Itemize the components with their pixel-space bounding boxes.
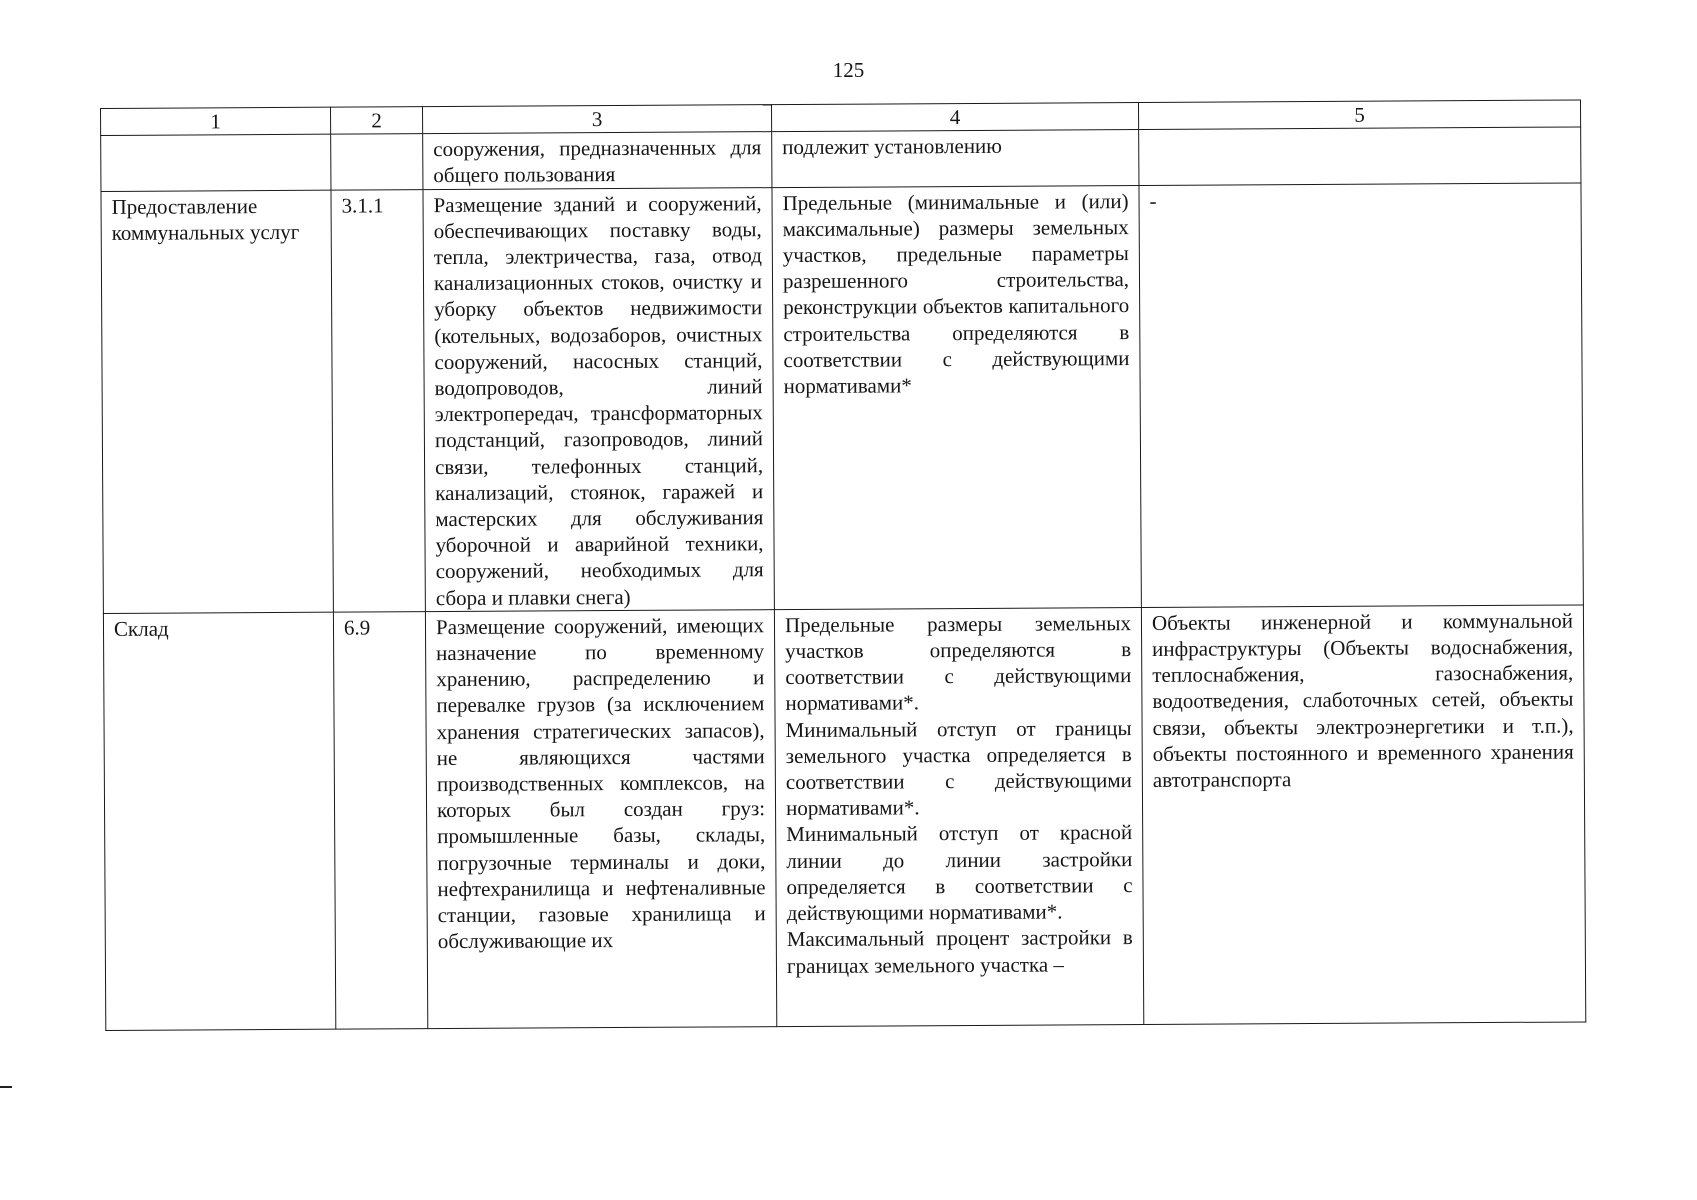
use-type-name-cell: Предоставление коммунальных услуг	[101, 190, 333, 614]
use-type-description-cell	[425, 609, 776, 1028]
use-type-notes-cell: -	[1139, 183, 1583, 608]
parameter-paragraph: Минимальный отступ от границы земельного участка определяется в соответствии с действующими нормативами*.	[785, 715, 1132, 821]
regulations-table	[100, 99, 1586, 1030]
use-type-notes-cell: Объекты инженерной и коммунальной инфраструктуры (Объекты водоснабжения, теплоснабжения, газоснабжения, водоотведения, слаботочных сетей, объекты связи, объекты электроэнергетики и т.п.), объекты постоянного и временного хранения автотранспорта	[1141, 605, 1585, 1025]
column-number-5: 5	[1138, 100, 1580, 130]
column-number-3: 3	[422, 105, 771, 134]
parameter-paragraph: Максимальный процент застройки в границах земельного участка –	[786, 925, 1133, 978]
continuation-notes-cell	[1139, 127, 1581, 185]
page-number: 125	[832, 58, 865, 82]
column-number-1: 1	[101, 107, 331, 136]
parameter-paragraph: Минимальный отступ от красной линии до линии застройки определяется в соответствии с действующими нормативами*.	[786, 820, 1133, 926]
use-type-parameters-cell	[774, 607, 1143, 1026]
continuation-row	[101, 127, 1581, 191]
use-type-code-cell: 6.9	[333, 611, 427, 1029]
table-row	[101, 183, 1583, 614]
continuation-code-cell	[331, 134, 423, 190]
use-type-description-cell: Размещение зданий и сооружений, обеспечивающих поставку воды, тепла, электричества, газа, отвод канализационных стоков, очистку и уборку объектов недвижимости (котельных, водозаборов, очистных сооружений, насосных станций, водопроводов, линий электропередач, трансформаторных подстанций, газопроводов, линий связи, телефонных станций, канализаций, стоянок, гаражей и мастерских для обслуживания уборочной и аварийной техники, сооружений, необходимых для сбора и плавки снега)	[423, 187, 774, 611]
continuation-description-cell: сооружения, предназначенных для общего пользования	[423, 132, 772, 189]
table-row	[103, 605, 1585, 1031]
use-type-name-cell: Склад	[103, 612, 335, 1030]
column-number-2: 2	[330, 107, 422, 135]
continuation-parameters-cell: подлежит установлению	[772, 130, 1139, 188]
use-type-code-cell: 3.1.1	[331, 189, 425, 612]
parameter-paragraph: Предельные (минимальные и (или) максимальные) размеры земельных участков, предельные параметры разрешенного строительства, реконструкции объектов капитального строительства определяются в соответствии с действующими нормативами*	[782, 188, 1130, 399]
margin-mark	[0, 1086, 12, 1088]
parameters-text	[785, 610, 1133, 1026]
description-text: Размещение сооружений, имеющих назначение по временному хранению, распределению и перевалке грузов (за исключением хранения стратегических запасов), не являющихся частями производственных комплексов, на которых был создан груз: промышленные базы, склады, погрузочные терминалы и доки, нефтехранилища и нефтеналивные станции, газовые хранилища и обслуживающие их	[435, 613, 766, 954]
regulations-table-wrapper	[100, 99, 1585, 1030]
continuation-name-cell	[101, 134, 331, 191]
parameter-paragraph: Предельные размеры земельных участков определяются в соответствии с действующими нормативами*.	[784, 610, 1132, 716]
use-type-parameters-cell	[772, 185, 1141, 609]
column-number-4: 4	[771, 103, 1138, 132]
